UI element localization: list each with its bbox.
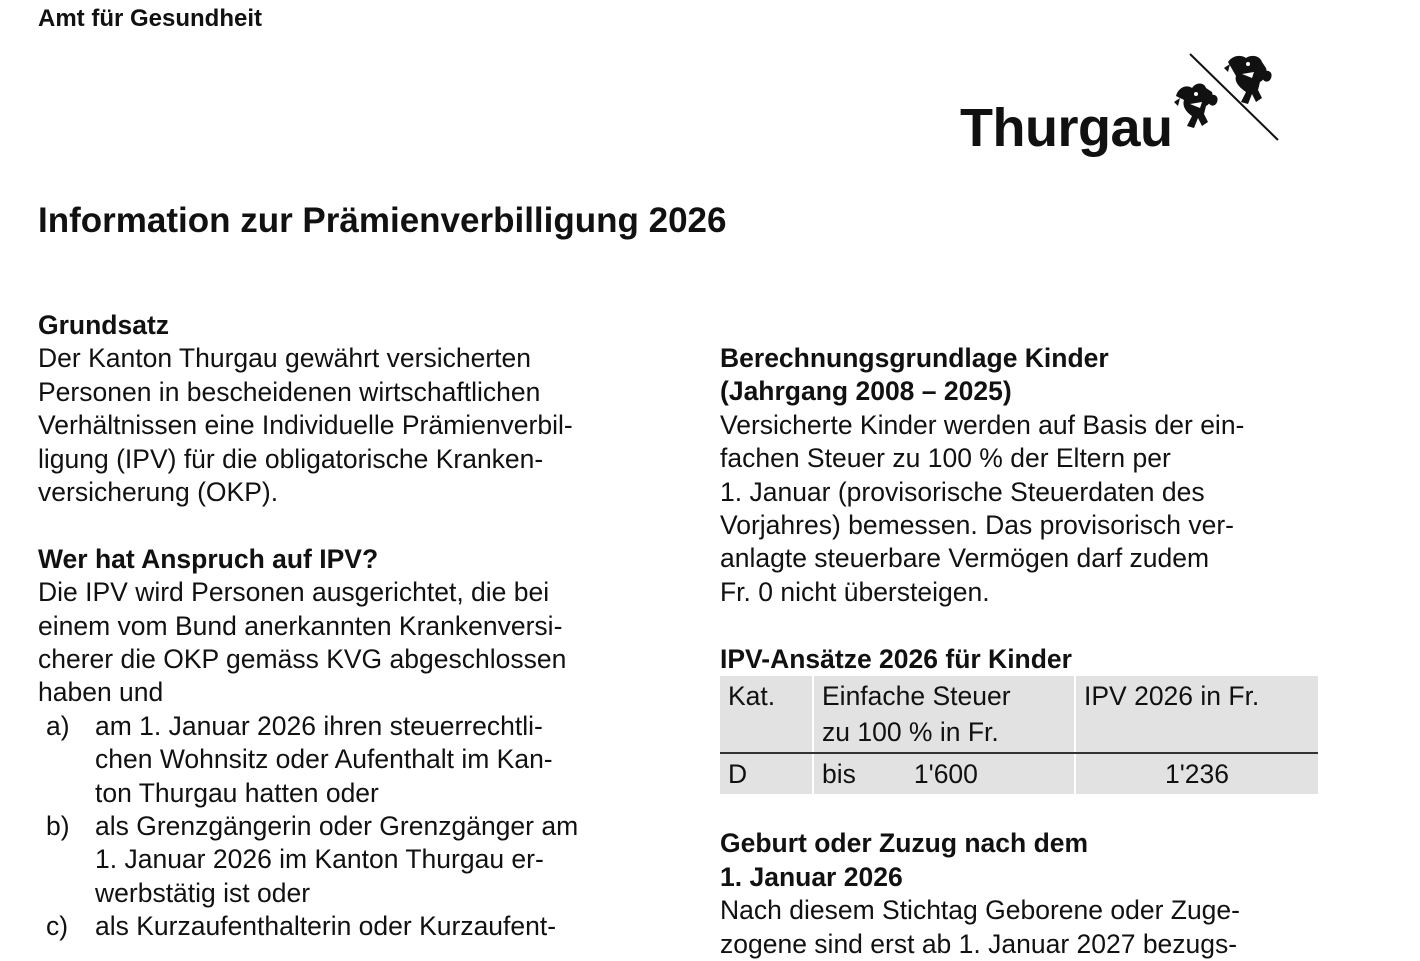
text-line: Nach diesem Stichtag Geborene oder Zuge- xyxy=(720,895,1240,926)
text-line: ton Thurgau hatten oder xyxy=(95,777,379,808)
heading-line: Berechnungsgrundlage Kinder xyxy=(720,343,1109,373)
table-header-row xyxy=(720,676,1318,753)
text-line: 1. Januar 2026 im Kanton Thurgau er- xyxy=(95,844,544,875)
text-line: fachen Steuer zu 100 % der Eltern per xyxy=(720,443,1171,474)
text-line: haben und xyxy=(38,677,164,708)
kinder-paragraph xyxy=(720,409,1340,609)
text-line: als Grenzgängerin oder Grenzgänger am xyxy=(95,811,579,842)
text-line: versicherung (OKP). xyxy=(38,477,279,508)
text-line: Versicherte Kinder werden auf Basis der ein- xyxy=(720,409,1245,440)
page-title: Information zur Prämienverbilligung 2026 xyxy=(38,201,727,240)
cell-kat: D xyxy=(728,759,748,790)
cell-limit: 1'600 xyxy=(913,759,978,790)
text-line: Personen in bescheidenen wirtschaftlichen xyxy=(38,376,541,407)
text-line: als Kurzaufenthalterin oder Kurzaufent- xyxy=(95,911,557,942)
text-line: Fr. 0 nicht übersteigen. xyxy=(720,576,990,607)
header-line: zu 100 % in Fr. xyxy=(822,717,999,748)
table-row xyxy=(720,753,1318,794)
text-line: am 1. Januar 2026 ihren steuerrechtli- xyxy=(95,710,543,741)
thurgau-logo xyxy=(960,52,1280,167)
text-line: Vorjahres) bemessen. Das provisorisch ver- xyxy=(720,510,1234,541)
logo-wordmark: Thurgau xyxy=(960,98,1173,158)
heading-line: 1. Januar 2026 xyxy=(720,861,903,892)
text-line: chen Wohnsitz oder Aufenthalt im Kan- xyxy=(95,744,553,775)
thurgau-lions-crest-icon xyxy=(1172,52,1280,144)
section-heading-grundsatz: Grundsatz xyxy=(38,310,170,340)
right-column xyxy=(720,342,1340,961)
list-marker: c) xyxy=(46,911,69,942)
section-heading-ansaetze: IPV-Ansätze 2026 für Kinder xyxy=(720,643,1072,674)
heading-line: Geburt oder Zuzug nach dem xyxy=(720,828,1089,859)
header-kat: Kat. xyxy=(720,676,813,753)
grundsatz-paragraph xyxy=(38,342,648,509)
list-item xyxy=(38,710,648,810)
text-line: Verhältnissen eine Individuelle Prämienverbil- xyxy=(38,410,573,441)
list-item xyxy=(38,910,648,943)
list-marker: b) xyxy=(46,811,70,842)
text-line: ligung (IPV) für die obligatorische Kranken- xyxy=(38,443,544,474)
text-line: zogene sind erst ab 1. Januar 2027 bezugs- xyxy=(720,928,1238,959)
text-line: anlagte steuerbare Vermögen darf zudem xyxy=(720,543,1210,574)
header-steuer xyxy=(813,676,1075,753)
text-line: werbstätig ist oder xyxy=(95,877,311,908)
text-line: 1. Januar (provisorische Steuerdaten des xyxy=(720,476,1205,507)
section-heading-geburt xyxy=(720,827,1340,894)
heading-line: (Jahrgang 2008 – 2025) xyxy=(720,376,1012,407)
left-column xyxy=(38,309,648,944)
list-marker: a) xyxy=(46,710,70,741)
section-heading-kinder xyxy=(720,342,1340,409)
list-item xyxy=(38,810,648,910)
header-ipv: IPV 2026 in Fr. xyxy=(1075,676,1318,753)
cell-ipv: 1'236 xyxy=(1075,753,1318,794)
office-name: Amt für Gesundheit xyxy=(38,5,263,32)
section-heading-anspruch: Wer hat Anspruch auf IPV? xyxy=(38,543,379,574)
text-line: Der Kanton Thurgau gewährt versicherten xyxy=(38,343,531,374)
ipv-rates-table xyxy=(720,676,1318,794)
text-line: einem vom Bund anerkannten Krankenversi- xyxy=(38,610,563,641)
geburt-paragraph xyxy=(720,894,1340,961)
anspruch-paragraph xyxy=(38,576,648,710)
text-line: Die IPV wird Personen ausgerichtet, die bei xyxy=(38,577,550,608)
header-line: Einfache Steuer xyxy=(822,681,1011,712)
cell-bis: bis xyxy=(822,759,856,790)
criteria-list xyxy=(38,710,648,944)
text-line: cherer die OKP gemäss KVG abgeschlossen xyxy=(38,644,567,675)
cell-steuer xyxy=(813,753,1075,794)
